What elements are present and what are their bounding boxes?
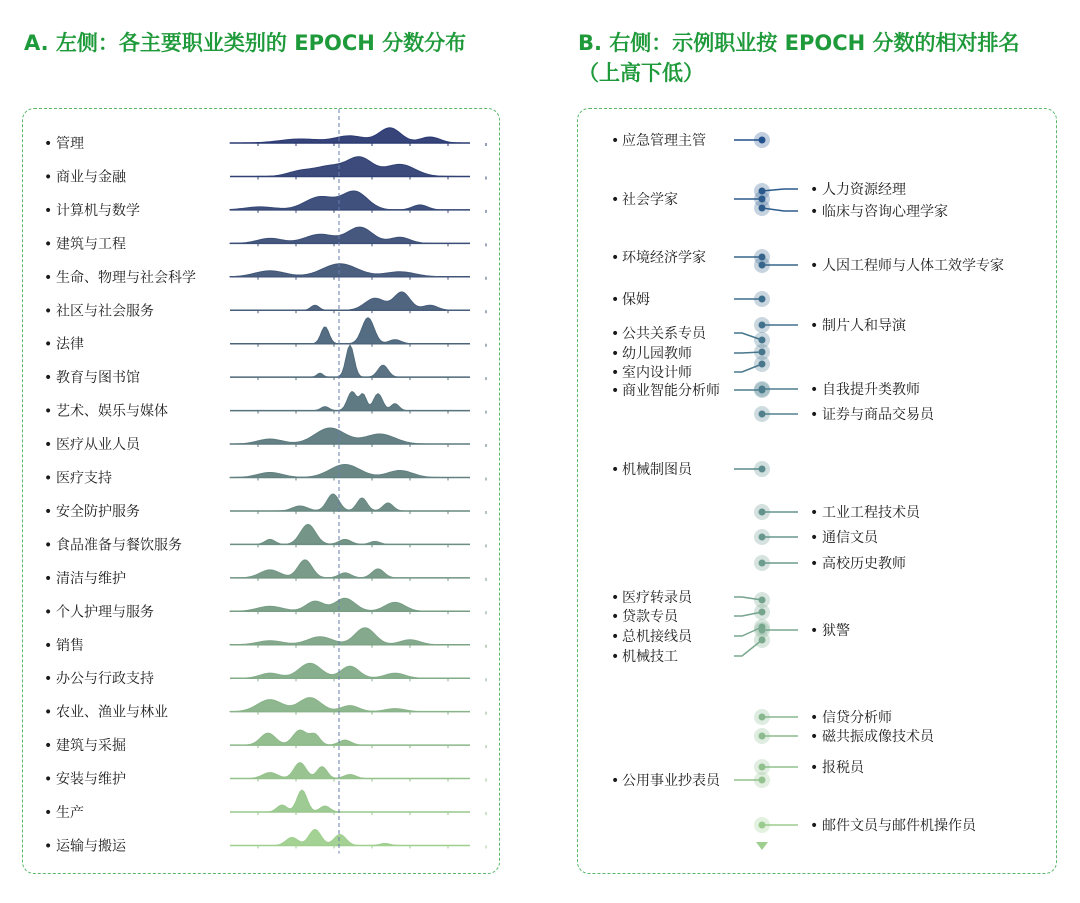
ridge-bullet: • (44, 403, 53, 420)
ridge-category-label: 社区与社会服务 (56, 303, 154, 320)
rank-item-right (754, 381, 920, 398)
ridge-category-label: 生产 (56, 805, 84, 821)
ridge-category-label: 商业与金融 (56, 169, 126, 186)
ridge-bullet: • (44, 637, 53, 654)
rank-item-left (611, 772, 770, 789)
rank-marker (759, 296, 766, 303)
ridge-bullet: • (44, 671, 53, 688)
rank-item-right (754, 759, 865, 776)
panel-b-title-line1: B. 右侧：示例职业按 EPOCH 分数的相对排名 (578, 31, 1020, 55)
rank-occupation-label: 医疗转录员 (622, 590, 692, 606)
ridge-bullet: • (44, 570, 53, 587)
rank-bullet: • (810, 318, 819, 334)
rank-bullet: • (611, 250, 620, 266)
rank-bullet: • (810, 710, 819, 726)
rank-bullet: • (810, 623, 819, 639)
rank-marker (759, 361, 766, 368)
ridge-bullet: • (44, 771, 53, 788)
ridge-bullet: • (44, 370, 53, 387)
ridge-category-label: 计算机与数学 (56, 202, 140, 219)
ridge-bullet: • (44, 236, 53, 253)
ridge-bullet: • (44, 136, 53, 152)
timeline-arrow (756, 842, 768, 850)
rank-item-right (754, 181, 906, 199)
rank-marker (759, 188, 766, 195)
rank-occupation-label: 磁共振成像技术员 (822, 729, 934, 745)
ridge-category-label: 清洁与维护 (56, 570, 126, 587)
rank-bullet: • (611, 649, 620, 665)
ridge-category-label: 安全防护服务 (56, 503, 140, 520)
rank-marker (759, 609, 766, 616)
rank-item-right (754, 817, 977, 834)
ridge-category-label: 生命、物理与社会科学 (56, 269, 196, 286)
rank-occupation-label: 人力资源经理 (822, 182, 906, 198)
rank-bullet: • (810, 729, 819, 745)
ridge-category-label: 医疗从业人员 (56, 437, 140, 454)
ridge-bullet: • (44, 437, 53, 454)
panel-a-title: A. 左侧：各主要职业类别的 EPOCH 分数分布 (24, 31, 467, 55)
rank-bullet: • (810, 505, 819, 521)
ridge-bullet: • (44, 470, 53, 487)
rank-bullet: • (810, 204, 819, 220)
rank-item-right (754, 529, 879, 546)
ridge-category-label: 安装与维护 (56, 771, 126, 788)
rank-marker (759, 560, 766, 567)
rank-item-left (611, 326, 770, 348)
rank-marker (759, 349, 766, 356)
rank-item-left (611, 344, 770, 362)
rank-marker (759, 205, 766, 212)
rank-occupation-label: 证券与商品交易员 (822, 407, 934, 423)
rank-bullet: • (611, 590, 620, 606)
rank-marker (759, 822, 766, 829)
rank-marker (759, 411, 766, 418)
ridge-category-label: 办公与行政支持 (56, 671, 154, 688)
ridge-bullet: • (44, 805, 53, 821)
ridge-category-label: 运输与搬运 (56, 838, 126, 855)
rank-bullet: • (810, 382, 819, 398)
rank-occupation-label: 邮件文员与邮件机操作员 (822, 818, 976, 834)
rank-marker (759, 764, 766, 771)
ridge-category-label: 建筑与工程 (56, 236, 126, 253)
rank-marker (759, 627, 766, 634)
ridge-category-label: 建筑与采掘 (56, 738, 126, 755)
rank-item-left (611, 590, 770, 608)
rank-occupation-label: 应急管理主管 (622, 133, 706, 149)
rank-occupation-label: 通信文员 (822, 530, 878, 546)
rank-bullet: • (611, 133, 620, 149)
rank-occupation-label: 人因工程师与人体工效学专家 (822, 258, 1004, 274)
rank-item-left (611, 249, 770, 266)
rank-occupation-label: 高校历史教师 (822, 556, 906, 572)
rank-bullet: • (810, 407, 819, 423)
rank-item-right (754, 709, 892, 726)
ridge-category-label: 农业、渔业与林业 (56, 704, 168, 721)
rank-occupation-label: 狱警 (822, 623, 850, 639)
ridge-category-label: 管理 (56, 136, 84, 152)
rank-bullet: • (810, 182, 819, 198)
ridge-bullet: • (44, 336, 53, 353)
ridge-bullet: • (44, 738, 53, 755)
rank-occupation-label: 社会学家 (622, 192, 678, 208)
rank-marker (759, 466, 766, 473)
rank-occupation-label: 机械制图员 (622, 462, 692, 478)
rank-occupation-label: 工业工程技术员 (822, 505, 920, 521)
rank-bullet: • (810, 760, 819, 776)
ridge-category-label: 销售 (56, 637, 84, 654)
rank-occupation-label: 幼儿园教师 (622, 346, 692, 362)
ridge-category-label: 艺术、娱乐与媒体 (56, 403, 168, 420)
rank-marker (759, 714, 766, 721)
rank-occupation-label: 自我提升类教师 (822, 382, 920, 398)
rank-occupation-label: 临床与咨询心理学家 (822, 204, 948, 220)
ridge-category-label: 医疗支持 (56, 470, 112, 487)
rank-item-left (611, 191, 770, 208)
rank-bullet: • (611, 192, 620, 208)
rank-bullet: • (611, 346, 620, 362)
rank-occupation-label: 商业智能分析师 (622, 383, 720, 399)
rank-marker (759, 509, 766, 516)
rank-item-left (611, 291, 770, 308)
ridge-bullet: • (44, 503, 53, 520)
rank-occupation-label: 公用事业抄表员 (622, 773, 720, 789)
rank-occupation-label: 机械技工 (622, 649, 678, 665)
rank-bullet: • (810, 818, 819, 834)
rank-bullet: • (611, 383, 620, 399)
rank-bullet: • (611, 629, 620, 645)
ridge-bullet: • (44, 838, 53, 855)
rank-bullet: • (810, 530, 819, 546)
rank-occupation-label: 保姆 (622, 292, 650, 308)
ridge-bullet: • (44, 537, 53, 554)
ridge-bullet: • (44, 269, 53, 286)
rank-occupation-label: 公共关系专员 (622, 326, 706, 342)
rank-item-right (754, 728, 935, 745)
ridge-bullet: • (44, 704, 53, 721)
rank-item-left (611, 132, 770, 149)
rank-item-right (754, 406, 935, 423)
rank-occupation-label: 环境经济学家 (622, 250, 706, 266)
rank-bullet: • (810, 556, 819, 572)
rank-occupation-label: 总机接线员 (622, 629, 692, 645)
ridge-category-label: 食品准备与餐饮服务 (56, 537, 182, 554)
panel-b-title-line2: （上高下低） (578, 61, 704, 85)
rank-marker (759, 322, 766, 329)
rank-marker (759, 534, 766, 541)
rank-marker (759, 597, 766, 604)
rank-item-left (611, 604, 770, 625)
ridge-bullet: • (44, 202, 53, 219)
ridge-bullet: • (44, 604, 53, 621)
rank-occupation-label: 信贷分析师 (822, 710, 892, 726)
ridge-bullet: • (44, 169, 53, 186)
rank-item-left (611, 382, 770, 399)
rank-bullet: • (611, 462, 620, 478)
rank-bullet: • (611, 292, 620, 308)
rank-marker (759, 777, 766, 784)
rank-marker (759, 262, 766, 269)
rank-occupation-label: 贷款专员 (622, 609, 678, 625)
rank-marker (759, 337, 766, 344)
rank-item-left (611, 461, 770, 478)
rank-marker (759, 137, 766, 144)
rank-bullet: • (611, 773, 620, 789)
rank-occupation-label: 制片人和导演 (822, 318, 906, 334)
rank-item-right (754, 317, 908, 334)
ridge-bullet: • (44, 303, 53, 320)
rank-occupation-label: 室内设计师 (622, 365, 692, 381)
rank-bullet: • (611, 365, 620, 381)
rank-marker (759, 733, 766, 740)
rank-item-right (754, 504, 921, 521)
rank-item-right (754, 555, 906, 572)
rank-marker (759, 386, 766, 393)
rank-item-right (754, 257, 1004, 274)
ridge-category-label: 教育与图书馆 (56, 370, 140, 387)
rank-item-right (754, 200, 948, 220)
rank-occupation-label: 报税员 (822, 760, 864, 776)
rank-bullet: • (611, 326, 620, 342)
rank-bullet: • (810, 258, 819, 274)
rank-bullet: • (611, 609, 620, 625)
ridge-category-label: 法律 (56, 336, 84, 353)
ridge-category-label: 个人护理与服务 (56, 604, 154, 621)
